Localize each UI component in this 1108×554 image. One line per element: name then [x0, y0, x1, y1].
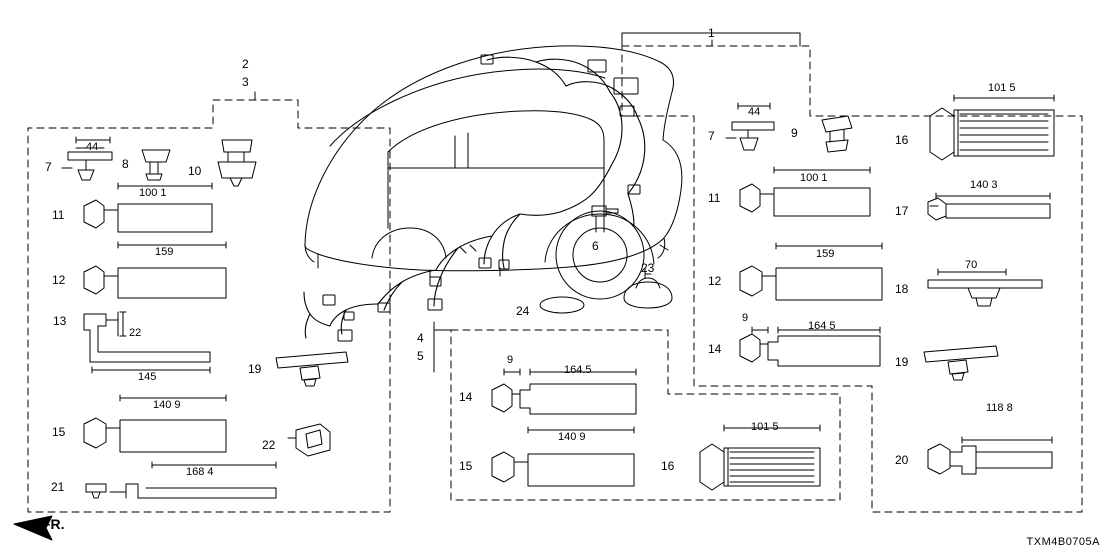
callout-6: 6 — [592, 239, 599, 253]
part-19-left — [276, 352, 348, 386]
part-11-left — [84, 200, 212, 232]
part-11-right — [740, 184, 870, 216]
part-12-left — [84, 266, 226, 298]
dim-text-140-9-mid: 140 9 — [558, 431, 586, 443]
callout-18: 18 — [895, 282, 909, 296]
callout-13: 13 — [53, 314, 67, 328]
part-15-left — [84, 418, 226, 452]
callout-24: 24 — [516, 304, 530, 318]
vehicle-outline — [305, 46, 682, 299]
callout-7-left: 7 — [45, 160, 52, 174]
part-14-mid — [492, 384, 636, 414]
dim-text-9-right: 9 — [742, 312, 749, 324]
dim-text-44-right: 44 — [748, 106, 761, 118]
dim-101-5-right — [954, 95, 1054, 101]
part-number-label: TXM4B0705A — [1026, 536, 1100, 548]
dim-text-118-8: 118 8 — [986, 402, 1013, 414]
callout-23: 23 — [641, 261, 655, 275]
group-box-1 — [622, 46, 1082, 512]
part-9-right — [822, 116, 852, 152]
dim-9-mid — [504, 369, 520, 375]
part-15-mid — [492, 452, 634, 486]
dim-22-left — [120, 312, 126, 336]
callout-17: 17 — [895, 204, 909, 218]
callout-14-mid: 14 — [459, 390, 473, 404]
dim-text-140-9-left: 140 9 — [153, 399, 181, 411]
callout-15-mid: 15 — [459, 459, 473, 473]
part-24-grommet — [540, 297, 584, 313]
part-16-mid — [700, 444, 820, 490]
dim-text-44-left: 44 — [86, 141, 99, 153]
callout-16-right: 16 — [895, 133, 909, 147]
part-22-left — [288, 424, 330, 456]
callout-20: 20 — [895, 453, 909, 467]
dim-text-159-right: 159 — [816, 248, 835, 260]
dim-text-164-5-mid: 164.5 — [564, 364, 592, 376]
dim-text-100-1-right: 100 1 — [800, 172, 828, 184]
dim-text-70: 70 — [965, 259, 978, 271]
dim-text-164-5-right: 164 5 — [808, 320, 836, 332]
callout-11-left: 11 — [52, 208, 65, 222]
dim-text-140-3: 140 3 — [970, 179, 998, 191]
dim-text-145: 145 — [138, 371, 157, 383]
part-12-right — [740, 266, 882, 300]
part-19-right — [924, 346, 998, 380]
fr-label: FR. — [42, 516, 65, 532]
group-box-2-3 — [28, 100, 390, 512]
callout-9: 9 — [791, 126, 798, 140]
part-13-left — [84, 312, 210, 362]
dim-text-22: 22 — [129, 327, 142, 339]
callout-15-left: 15 — [52, 425, 66, 439]
callout-group-1: 1 — [708, 26, 715, 40]
callout-22: 22 — [262, 438, 276, 452]
part-17-right — [928, 198, 1050, 220]
callout-12-right: 12 — [708, 274, 722, 288]
callout-21: 21 — [51, 480, 65, 494]
dim-text-101-5-right: 101 5 — [988, 82, 1016, 94]
dim-140-3-right — [936, 193, 1050, 199]
dim-text-101-5-mid: 101 5 — [751, 421, 779, 433]
callout-8: 8 — [122, 157, 129, 171]
callout-group-4: 4 — [417, 331, 424, 345]
dim-text-100-1-left: 100 1 — [139, 187, 167, 199]
part-18-right — [928, 280, 1042, 306]
part-20-right — [928, 444, 1052, 474]
callout-group-5: 5 — [417, 349, 424, 363]
callout-14-right: 14 — [708, 342, 722, 356]
callout-19-left: 19 — [248, 362, 262, 376]
callout-group-2: 2 — [242, 57, 249, 71]
callout-16-mid: 16 — [661, 459, 675, 473]
callout-group-3: 3 — [242, 75, 249, 89]
part-7-right — [726, 122, 774, 150]
callout-10: 10 — [188, 164, 202, 178]
callout-11-right: 11 — [708, 191, 721, 205]
part-23-grommet — [624, 274, 672, 308]
part-21-left — [86, 484, 276, 498]
dim-118-8-right — [962, 437, 1052, 443]
leader-group45 — [434, 322, 451, 372]
callout-7-right: 7 — [708, 129, 715, 143]
dim-168-4-left — [152, 462, 276, 468]
part-10-left — [218, 140, 256, 186]
dim-text-9-mid: 9 — [507, 354, 514, 366]
part-8-left — [142, 150, 170, 180]
dim-text-168-4: 168 4 — [186, 466, 214, 478]
dim-9-right — [752, 327, 768, 333]
dim-text-159-left: 159 — [155, 246, 174, 258]
callout-12-left: 12 — [52, 273, 66, 287]
harness-routing — [304, 57, 645, 338]
part-14-right — [740, 334, 880, 366]
callout-19-right: 19 — [895, 355, 909, 369]
